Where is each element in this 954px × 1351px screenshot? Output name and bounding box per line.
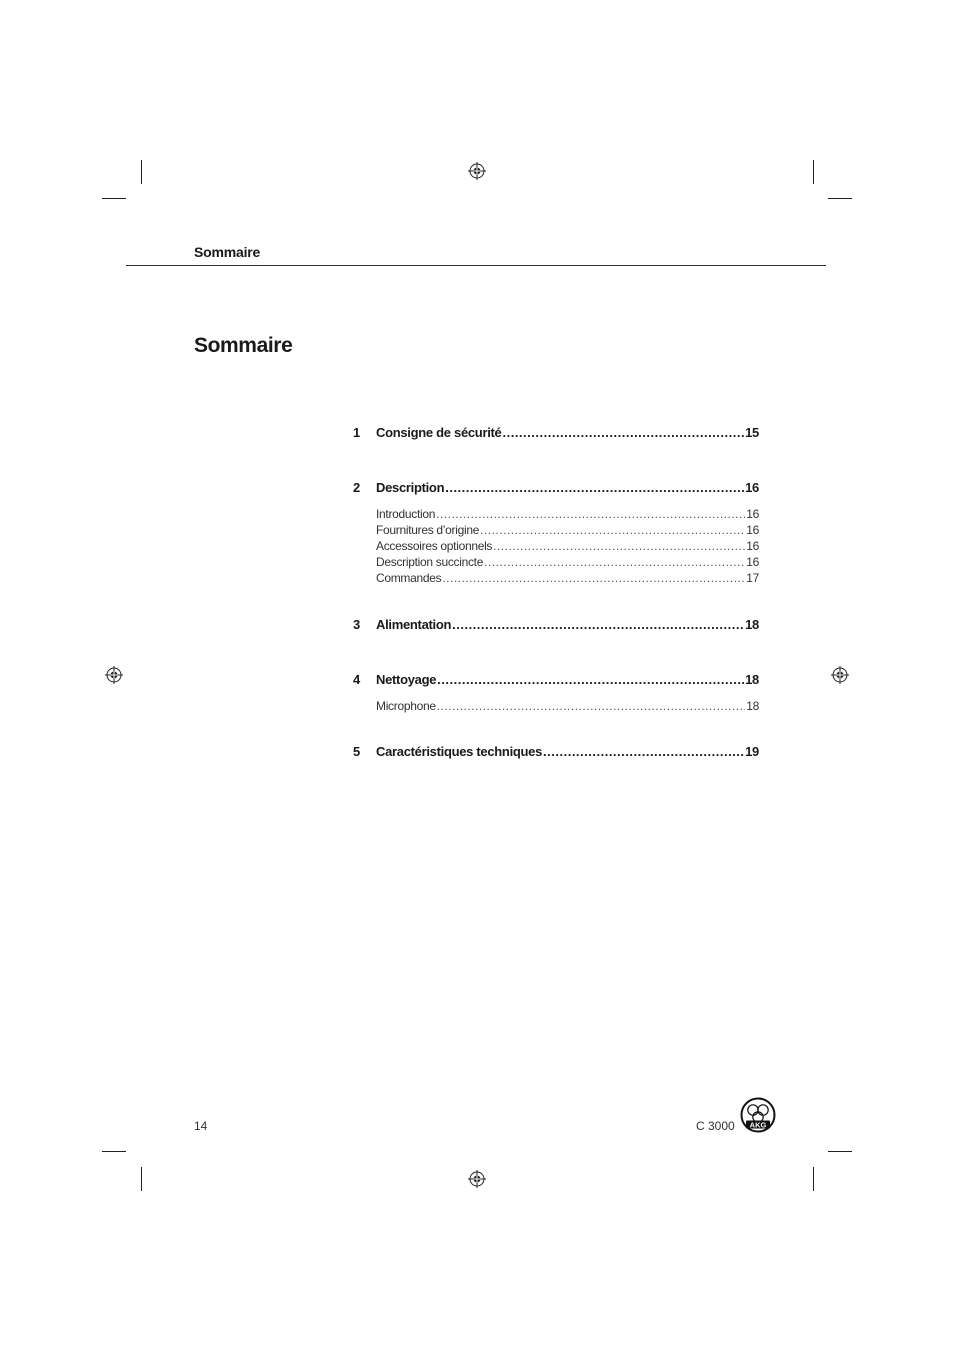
page-title: Sommaire xyxy=(194,334,293,357)
crop-mark-bottom-right-horizontal xyxy=(828,1151,852,1152)
toc-subentry-page: 16 xyxy=(746,555,759,569)
toc-entry-label: Description xyxy=(376,480,445,495)
crop-mark-top-right-vertical xyxy=(813,160,814,184)
toc-subentry-label: Introduction xyxy=(376,507,436,521)
toc-entry-label: Nettoyage xyxy=(376,672,437,687)
toc-subentry-label: Microphone xyxy=(376,699,436,713)
toc-leader-dots xyxy=(437,672,744,687)
toc-entry-page: 18 xyxy=(745,617,759,632)
toc-entry-page: 19 xyxy=(745,744,759,759)
crop-mark-bottom-left-vertical xyxy=(141,1167,142,1191)
toc-leader-dots xyxy=(445,480,744,495)
toc-entry-number: 5 xyxy=(353,744,360,759)
toc-entry[interactable] xyxy=(353,425,759,440)
toc-leader-dots xyxy=(502,425,744,440)
logo-text: AKG xyxy=(749,1120,767,1130)
crop-mark-top-left-horizontal xyxy=(102,198,126,199)
running-head: Sommaire xyxy=(194,244,261,260)
toc-subentry[interactable] xyxy=(353,539,759,553)
toc-entry-number: 1 xyxy=(353,425,360,440)
toc-subentry-page: 17 xyxy=(746,571,759,585)
toc-entry[interactable] xyxy=(353,672,759,687)
crop-mark-bottom-left-horizontal xyxy=(102,1151,126,1152)
toc-subentry-label: Accessoires optionnels xyxy=(376,539,493,553)
registration-target-icon xyxy=(105,666,123,684)
registration-target-icon xyxy=(468,162,486,180)
header-rule xyxy=(126,265,826,266)
toc-subentry-label: Commandes xyxy=(376,571,442,585)
toc-subentry[interactable] xyxy=(353,523,759,537)
toc-leader-dots xyxy=(452,617,744,632)
crop-mark-bottom-right-vertical xyxy=(813,1167,814,1191)
toc-leader-dots xyxy=(493,539,745,553)
crop-mark-top-left-vertical xyxy=(141,160,142,184)
toc-subentry-page: 16 xyxy=(746,539,759,553)
toc-subentry-page: 18 xyxy=(746,699,759,713)
toc-subentry[interactable] xyxy=(353,507,759,521)
crop-mark-top-right-horizontal xyxy=(828,198,852,199)
toc-entry-label: Consigne de sécurité xyxy=(376,425,502,440)
toc-entry-page: 15 xyxy=(745,425,759,440)
toc-subentry-page: 16 xyxy=(746,507,759,521)
toc-entry-number: 2 xyxy=(353,480,360,495)
toc-entry[interactable] xyxy=(353,617,759,632)
toc-subentry-page: 16 xyxy=(746,523,759,537)
toc-subentry-label: Description succincte xyxy=(376,555,484,569)
registration-target-icon xyxy=(468,1170,486,1188)
toc-entry-label: Caractéristiques techniques xyxy=(376,744,543,759)
toc-leader-dots xyxy=(436,507,745,521)
toc-subentry-label: Fournitures d’origine xyxy=(376,523,480,537)
toc-entry-number: 3 xyxy=(353,617,360,632)
toc-leader-dots xyxy=(543,744,744,759)
toc-leader-dots xyxy=(442,571,745,585)
akg-logo-icon xyxy=(740,1097,776,1133)
toc-subentry[interactable] xyxy=(353,699,759,713)
toc-leader-dots xyxy=(480,523,745,537)
toc-subentry[interactable] xyxy=(353,555,759,569)
footer-model-name: C 3000 xyxy=(696,1119,735,1133)
toc-entry-label: Alimentation xyxy=(376,617,452,632)
toc-entry-page: 18 xyxy=(745,672,759,687)
toc-entry-number: 4 xyxy=(353,672,360,687)
toc-entry[interactable] xyxy=(353,744,759,759)
toc-leader-dots xyxy=(484,555,745,569)
registration-target-icon xyxy=(831,666,849,684)
toc-leader-dots xyxy=(437,699,746,713)
toc-entry[interactable] xyxy=(353,480,759,495)
footer-page-number: 14 xyxy=(194,1119,208,1133)
toc-entry-page: 16 xyxy=(745,480,759,495)
toc-subentry[interactable] xyxy=(353,571,759,585)
